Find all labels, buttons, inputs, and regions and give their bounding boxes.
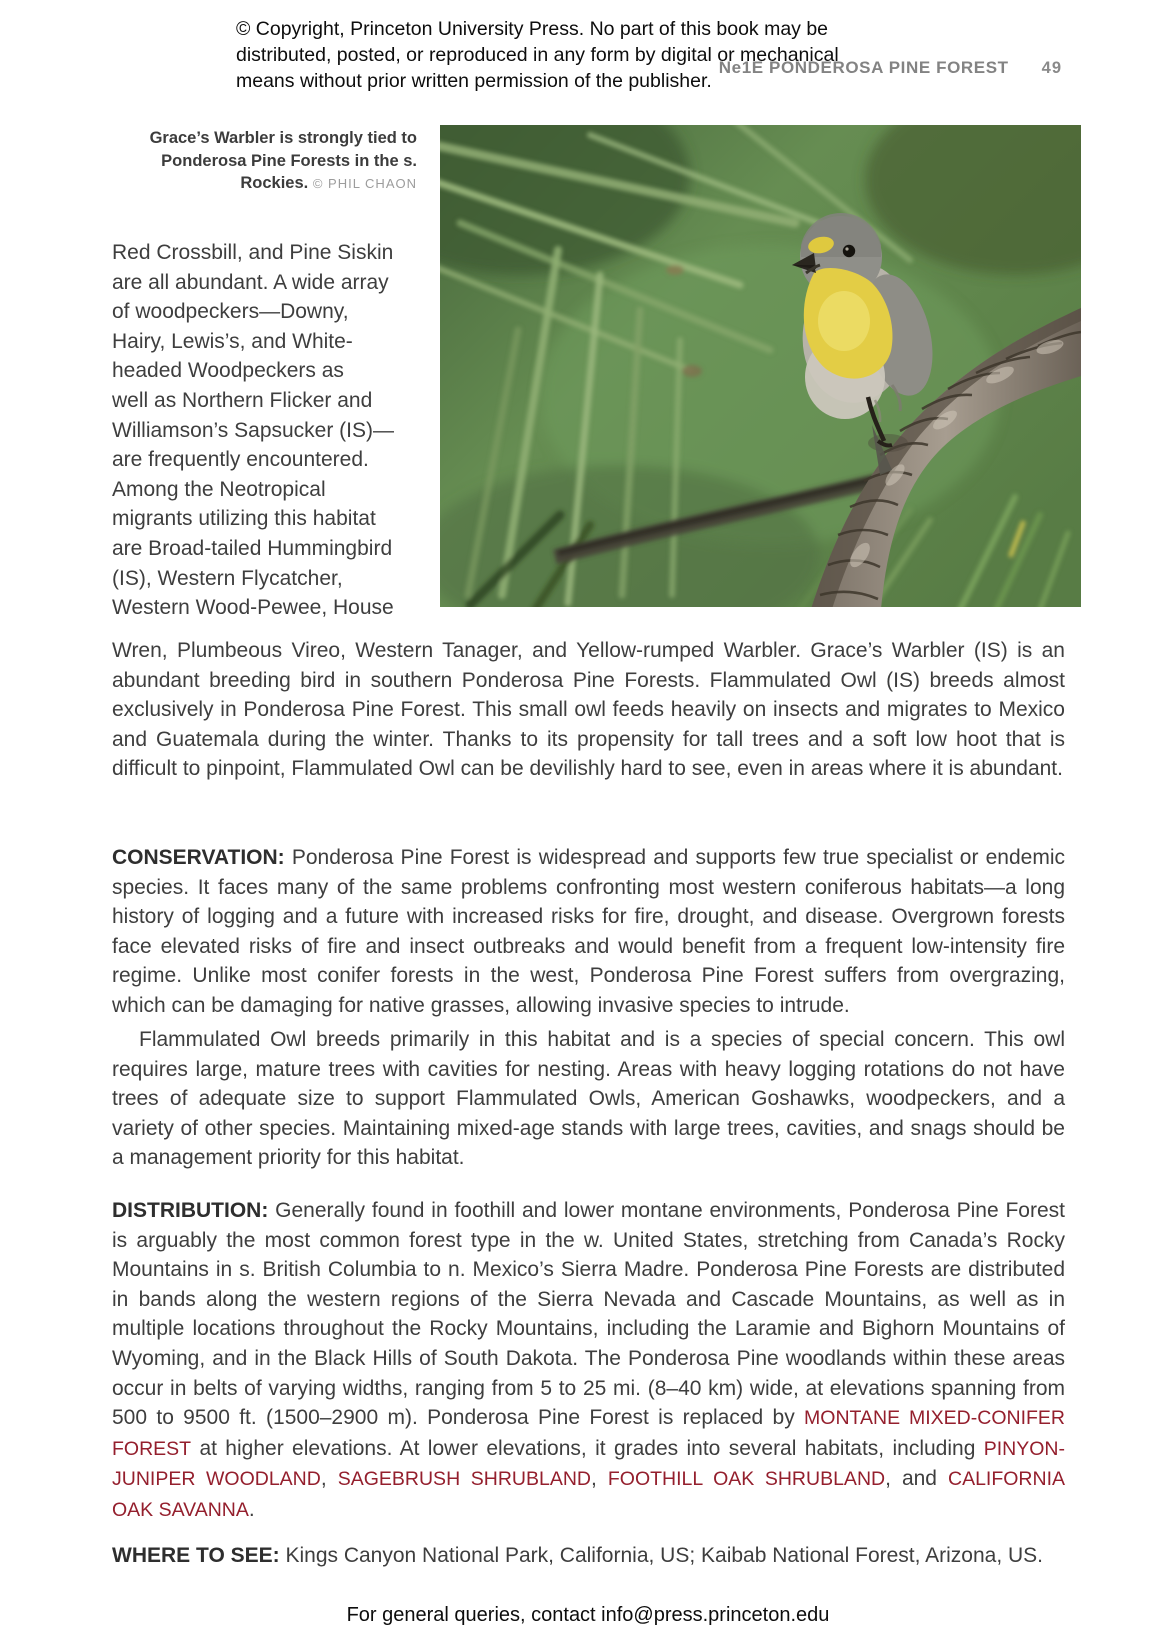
text-line: Western Wood-Pewee, House	[112, 596, 394, 620]
paragraph-text-segment: ,	[591, 1467, 608, 1491]
graces-warbler-photo-art	[440, 125, 1081, 607]
habitat-cross-reference: SAGEBRUSH SHRUBLAND	[337, 1468, 592, 1491]
text-line: Williamson’s Sapsucker (IS)—	[112, 418, 395, 442]
text-line: Hairy, Lewis’s, and White-	[112, 329, 353, 353]
text-line: well as Northern Flicker and	[112, 388, 373, 412]
photo-credit: © PHIL CHAON	[312, 176, 417, 191]
text-line: headed Woodpeckers as	[112, 359, 344, 383]
body-column-text	[112, 238, 394, 623]
photo-caption	[108, 127, 417, 196]
graces-warbler-photo	[440, 125, 1081, 607]
habitat-cross-reference: CALIFORNIA OAK SAVANNA	[112, 1468, 1066, 1521]
text-line: of woodpeckers—Downy,	[112, 300, 349, 324]
paragraph-text-segment: Generally found in foothill and lower montane environments, Ponderosa Pine Forest is arguably the most common forest type in the w. United States, stretching from Canada’s Rocky Mountains in s. British Columbia to n. Mexico’s Sierra Madre. Ponderosa Pine Forests are distributed in bands along the western regions of the Sierra Nevada and Cascade Mountains, as well as in multiple locations throughout the Rocky Mountains, including the Laramie and Bighorn Mountains of Wyoming, and in the Black Hills of South Dakota. The Ponderosa Pine woodlands within these areas occur in belts of varying widths, ranging from 5 to 25 mi. (8–40 km) wide, at elevations spanning from 500 to 9500 ft. (1500–2900 m). Ponderosa Pine Forest is replaced by	[112, 1199, 1065, 1430]
where-to-see-label: WHERE TO SEE:	[112, 1544, 280, 1567]
copyright-notice	[236, 16, 839, 94]
conservation-text: Ponderosa Pine Forest is widespread and supports few true specialist or endemic species. It faces many of the same problems confronting most western coniferous habitats—a long history of logging and a future with increased risks for fire, drought, and disease. Overgrown forests face elevated risks of fire and insect outbreaks and would benefit from a frequent low-intensity fire regime. Unlike most conifer forests in the west, Ponderosa Pine Forest suffers from overgrazing, which can be damaging for native grasses, allowing invasive species to intrude.	[112, 846, 1065, 1017]
text-line: migrants utilizing this habitat	[112, 507, 376, 531]
conservation-paragraph-2: Flammulated Owl breeds primarily in this habitat and is a species of special concern. This owl requires large, mature trees with cavities for nesting. Areas with heavy logging rotations do not have trees of adequate size to support Flammulated Owls, American Goshawks, woodpeckers, and a variety of other species. Maintaining mixed-age stands with large trees, cavities, and snags should be a management priority for this habitat.	[112, 1028, 1065, 1170]
text-line: © Copyright, Princeton University Press. No part of this book may be	[236, 18, 829, 40]
text-line: Among the Neotropical	[112, 477, 326, 501]
photo-caption-text: Grace’s Warbler is strongly tied to Ponderosa Pine Forests in the s. Rockies.	[149, 129, 417, 192]
text-line: are frequently encountered.	[112, 448, 369, 472]
where-to-see-text: Kings Canyon National Park, California, US; Kaibab National Forest, Arizona, US.	[279, 1544, 1044, 1567]
text-line: are all abundant. A wide array	[112, 270, 389, 294]
page-number: 49	[1041, 59, 1062, 77]
body-continuation-paragraph: Wren, Plumbeous Vireo, Western Tanager, and Yellow-rumped Warbler. Grace’s Warbler (IS) is an abundant breeding bird in southern Ponderosa Pine Forests. Flammulated Owl (IS) breeds almost exclusively in Ponderosa Pine Forest. This small owl feeds heavily on insects and migrates to Mexico and Guatemala during the winter. Thanks to its propensity for tall trees and a soft low hoot that is difficult to pinpoint, Flammulated Owl can be devilishly hard to see, even in areas where it is abundant.	[112, 639, 1065, 781]
text-line: means without prior written permission of the publisher.	[236, 70, 712, 92]
paragraph-text-segment: , and	[885, 1467, 948, 1491]
paragraph-text-segment: at higher elevations. At lower elevations, it grades into several habitats, including	[191, 1436, 984, 1460]
habitat-cross-reference: MONTANE MIXED-CONIFER FOREST	[112, 1407, 1065, 1460]
distribution-paragraph	[112, 1196, 1065, 1526]
habitat-cross-reference: PINYON-JUNIPER WOODLAND	[112, 1437, 1065, 1491]
text-line: distributed, posted, or reproduced in any form by digital or mechanical	[236, 44, 839, 66]
habitat-cross-reference: FOOTHILL OAK SHRUBLAND	[607, 1468, 886, 1491]
conservation-label: CONSERVATION:	[112, 846, 285, 869]
footer-contact-line: For general queries, contact info@press.princeton.edu	[346, 1604, 830, 1626]
text-line: are Broad-tailed Hummingbird	[112, 536, 393, 560]
text-line: (IS), Western Flycatcher,	[112, 566, 343, 590]
conservation-paragraph	[112, 843, 1065, 1021]
habitat-code-title: Ne1E PONDEROSA PINE FOREST	[718, 58, 1009, 77]
paragraph-text-segment: ,	[320, 1467, 338, 1491]
text-line: Red Crossbill, and Pine Siskin	[112, 241, 394, 264]
distribution-label: DISTRIBUTION:	[112, 1199, 269, 1222]
where-to-see-paragraph	[112, 1541, 1065, 1571]
running-header	[0, 58, 1062, 78]
paragraph-text-segment: .	[248, 1497, 255, 1521]
